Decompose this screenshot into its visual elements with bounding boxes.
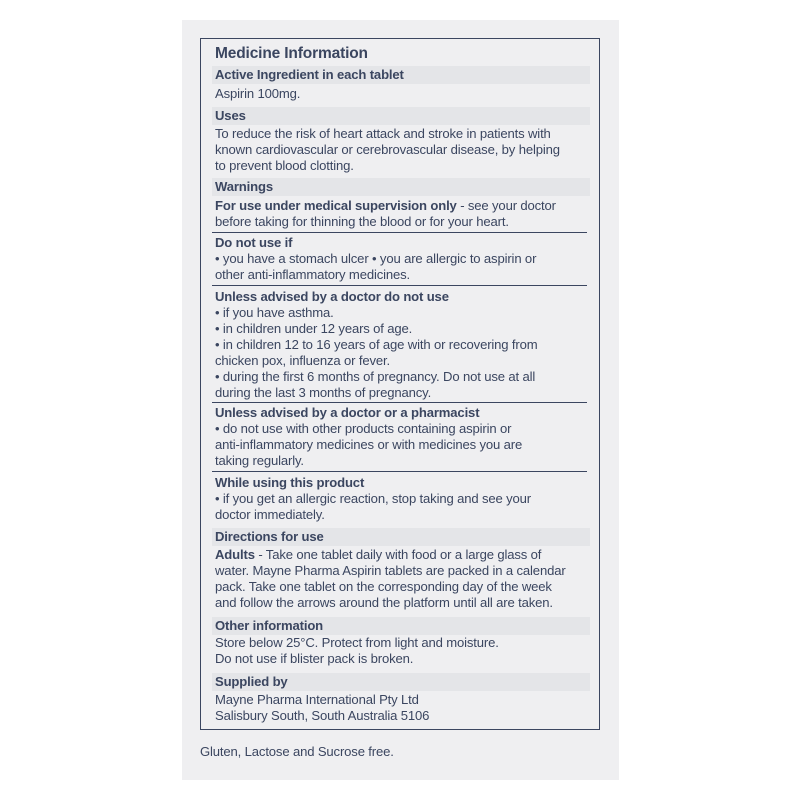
unless-doctor-line: • in children 12 to 16 years of age with or recovering from bbox=[215, 337, 538, 352]
unless-pharmacist-line: • do not use with other products containing aspirin or bbox=[215, 421, 512, 436]
directions-text bbox=[215, 547, 595, 611]
active-ingredient-line: Aspirin 100mg. bbox=[215, 86, 301, 101]
warnings-heading: Warnings bbox=[212, 178, 590, 196]
supplied-by-text bbox=[215, 692, 595, 724]
adults-label: Adults bbox=[215, 547, 255, 562]
uses-line: to prevent blood clotting. bbox=[215, 158, 354, 173]
unless-pharmacist-text bbox=[215, 421, 595, 469]
divider bbox=[212, 471, 587, 472]
medicine-information-title: Medicine Information bbox=[215, 45, 368, 62]
unless-doctor-heading: Unless advised by a doctor do not use bbox=[215, 289, 449, 304]
unless-doctor-text bbox=[215, 305, 595, 401]
other-information-text bbox=[215, 635, 595, 667]
uses-line: To reduce the risk of heart attack and stroke in patients with bbox=[215, 126, 551, 141]
uses-heading: Uses bbox=[212, 107, 590, 125]
supplier-address: Salisbury South, South Australia 5106 bbox=[215, 708, 430, 723]
supplied-by-heading: Supplied by bbox=[212, 673, 590, 691]
divider bbox=[212, 402, 587, 403]
directions-line bbox=[215, 547, 595, 563]
unless-doctor-line: • during the first 6 months of pregnancy. Do not use at all bbox=[215, 369, 536, 384]
while-using-text bbox=[215, 491, 595, 523]
unless-doctor-line: • in children under 12 years of age. bbox=[215, 321, 413, 336]
divider bbox=[212, 232, 587, 233]
warnings-text bbox=[215, 198, 595, 230]
other-information-line: Store below 25°C. Protect from light and moisture. bbox=[215, 635, 499, 650]
unless-doctor-line: • if you have asthma. bbox=[215, 305, 334, 320]
unless-pharmacist-line: taking regularly. bbox=[215, 453, 304, 468]
active-ingredient-heading: Active Ingredient in each tablet bbox=[212, 66, 590, 84]
directions-line: water. Mayne Pharma Aspirin tablets are packed in a calendar bbox=[215, 563, 566, 578]
warnings-line-rest: - see your doctor bbox=[456, 198, 556, 213]
directions-heading: Directions for use bbox=[212, 528, 590, 546]
other-information-line: Do not use if blister pack is broken. bbox=[215, 651, 414, 666]
unless-pharmacist-line: anti-inflammatory medicines or with medicines you are bbox=[215, 437, 523, 452]
active-ingredient-text bbox=[215, 86, 595, 102]
divider bbox=[212, 285, 587, 286]
unless-doctor-line: during the last 3 months of pregnancy. bbox=[215, 385, 432, 400]
directions-line-rest: - Take one tablet daily with food or a large glass of bbox=[254, 547, 542, 562]
do-not-use-text bbox=[215, 251, 595, 283]
uses-text bbox=[215, 126, 595, 174]
while-using-line: doctor immediately. bbox=[215, 507, 325, 522]
while-using-heading: While using this product bbox=[215, 475, 365, 490]
supervision-warning: For use under medical supervision only bbox=[215, 198, 457, 213]
unless-pharmacist-heading: Unless advised by a doctor or a pharmacist bbox=[215, 405, 480, 420]
directions-line: pack. Take one tablet on the corresponding day of the week bbox=[215, 579, 552, 594]
do-not-use-line: other anti-inflammatory medicines. bbox=[215, 267, 411, 282]
directions-line: and follow the arrows around the platform until all are taken. bbox=[215, 595, 553, 610]
do-not-use-line: • you have a stomach ulcer • you are allergic to aspirin or bbox=[215, 251, 537, 266]
uses-line: known cardiovascular or cerebrovascular disease, by helping bbox=[215, 142, 560, 157]
do-not-use-heading: Do not use if bbox=[215, 235, 293, 250]
while-using-line: • if you get an allergic reaction, stop taking and see your bbox=[215, 491, 531, 506]
supplier-name: Mayne Pharma International Pty Ltd bbox=[215, 692, 419, 707]
warnings-line bbox=[215, 198, 595, 214]
unless-doctor-line: chicken pox, influenza or fever. bbox=[215, 353, 390, 368]
allergen-footnote: Gluten, Lactose and Sucrose free. bbox=[200, 744, 394, 759]
other-information-heading: Other information bbox=[212, 617, 590, 635]
warnings-line: before taking for thinning the blood or for your heart. bbox=[215, 214, 509, 229]
